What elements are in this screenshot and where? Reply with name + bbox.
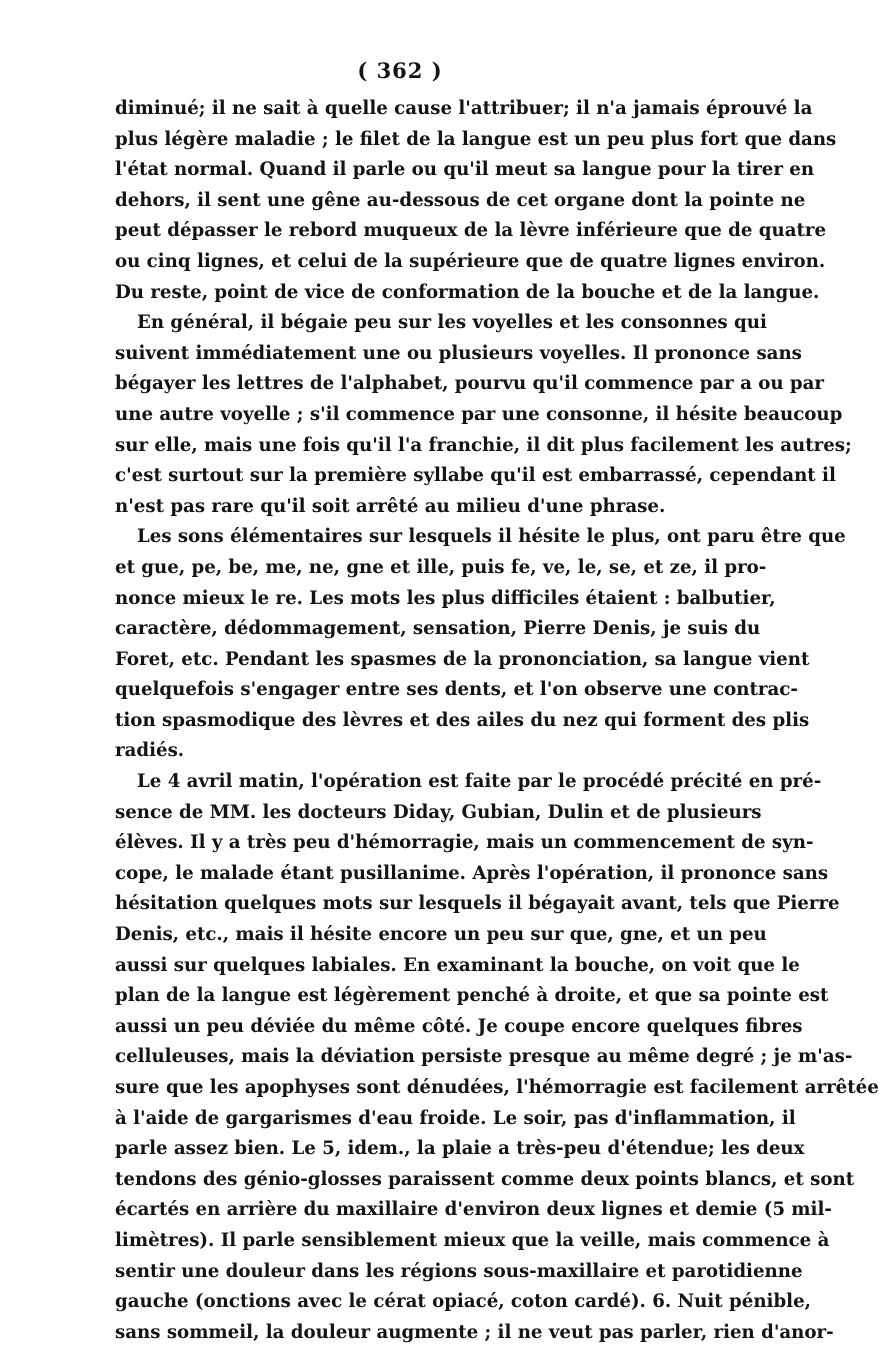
page-number: ( 362 ) bbox=[357, 58, 443, 83]
text-line: plus légère maladie ; le filet de la langue est un peu plus fort que dans bbox=[115, 128, 837, 150]
text-line: bégayer les lettres de l'alphabet, pourvu qu'il commence par a ou par bbox=[115, 373, 824, 395]
paragraph bbox=[115, 522, 846, 767]
text-line: Le 4 avril matin, l'opération est faite par le procédé précité en pré- bbox=[137, 771, 822, 793]
text-line: diminué; il ne sait à quelle cause l'attribuer; il n'a jamais éprouvé la bbox=[115, 98, 813, 119]
text-line: dehors, il sent une gêne au-dessous de cet organe dont la pointe ne bbox=[115, 189, 806, 211]
paragraph bbox=[115, 308, 852, 522]
text-line: peut dépasser le rebord muqueux de la lèvre inférieure que de quatre bbox=[115, 220, 827, 242]
text-line: ou cinq lignes, et celui de la supérieure que de quatre lignes environ. bbox=[115, 250, 826, 272]
text-line: c'est surtout sur la première syllabe qu'il est embarrassé, cependant il bbox=[115, 465, 836, 487]
text-line: tendons des génio-glosses paraissent comme deux points blancs, et sont bbox=[115, 1168, 855, 1190]
text-line: aussi sur quelques labiales. En examinant la bouche, on voit que le bbox=[115, 954, 800, 976]
text-line: élèves. Il y a très peu d'hémorragie, mais un commencement de syn- bbox=[115, 832, 814, 854]
paragraph bbox=[115, 94, 837, 308]
text-line: gauche (onctions avec le cérat opiacé, coton cardé). 6. Nuit pénible, bbox=[115, 1291, 811, 1313]
text-line: celluleuses, mais la déviation persiste presque au même degré ; je m'as- bbox=[115, 1046, 853, 1068]
text-line: sentir une douleur dans les régions sous-maxillaire et parotidienne bbox=[115, 1260, 803, 1282]
text-line: une autre voyelle ; s'il commence par une consonne, il hésite beaucoup bbox=[115, 403, 843, 425]
text-line: écartés en arrière du maxillaire d'environ deux lignes et demie (5 mil- bbox=[115, 1199, 832, 1221]
text-line: et gue, pe, be, me, ne, gne et ille, puis fe, ve, le, se, et ze, il pro- bbox=[115, 556, 767, 578]
text-line: parle assez bien. Le 5, idem., la plaie a très-peu d'étendue; les deux bbox=[115, 1138, 805, 1160]
text-line: En général, il bégaie peu sur les voyelles et les consonnes qui bbox=[137, 312, 767, 334]
text-line: cope, le malade étant pusillanime. Après l'opération, il prononce sans bbox=[115, 862, 829, 884]
text-line: hésitation quelques mots sur lesquels il bégayait avant, tels que Pierre bbox=[115, 893, 840, 915]
text-line: limètres). Il parle sensiblement mieux que la veille, mais commence à bbox=[115, 1229, 830, 1251]
text-line: plan de la langue est légèrement penché à droite, et que sa pointe est bbox=[115, 985, 829, 1007]
text-line: n'est pas rare qu'il soit arrêté au milieu d'une phrase. bbox=[115, 495, 666, 517]
text-line: Denis, etc., mais il hésite encore un peu sur que, gne, et un peu bbox=[115, 924, 767, 946]
text-line: Foret, etc. Pendant les spasmes de la prononciation, sa langue vient bbox=[115, 648, 810, 670]
text-line: sans sommeil, la douleur augmente ; il ne veut pas parler, rien d'anor- bbox=[115, 1321, 834, 1343]
text-line: l'état normal. Quand il parle ou qu'il meut sa langue pour la tirer en bbox=[115, 159, 815, 181]
text-line: suivent immédiatement une ou plusieurs voyelles. Il prononce sans bbox=[115, 342, 802, 364]
text-line: Les sons élémentaires sur lesquels il hésite le plus, ont paru être que bbox=[137, 526, 846, 548]
body-text bbox=[115, 94, 879, 1348]
text-line: sence de MM. les docteurs Diday, Gubian, Dulin et de plusieurs bbox=[115, 801, 762, 823]
text-line: sur elle, mais une fois qu'il l'a franchie, il dit plus facilement les autres; bbox=[115, 434, 852, 456]
text-line: quelquefois s'engager entre ses dents, et l'on observe une contrac- bbox=[115, 679, 798, 701]
text-line: radiés. bbox=[115, 740, 185, 762]
text-line: à l'aide de gargarismes d'eau froide. Le soir, pas d'inflammation, il bbox=[115, 1107, 796, 1129]
text-line: Du reste, point de vice de conformation de la bouche et de la langue. bbox=[115, 281, 820, 303]
paragraph bbox=[115, 767, 879, 1348]
text-line: nonce mieux le re. Les mots les plus difficiles étaient : balbutier, bbox=[115, 587, 776, 609]
text-line: aussi un peu déviée du même côté. Je coupe encore quelques fibres bbox=[115, 1015, 803, 1037]
text-line: caractère, dédommagement, sensation, Pierre Denis, je suis du bbox=[115, 618, 761, 640]
text-line: tion spasmodique des lèvres et des ailes du nez qui forment des plis bbox=[115, 709, 810, 731]
text-line: sure que les apophyses sont dénudées, l'hémorragie est facilement arrêtée bbox=[115, 1077, 879, 1098]
